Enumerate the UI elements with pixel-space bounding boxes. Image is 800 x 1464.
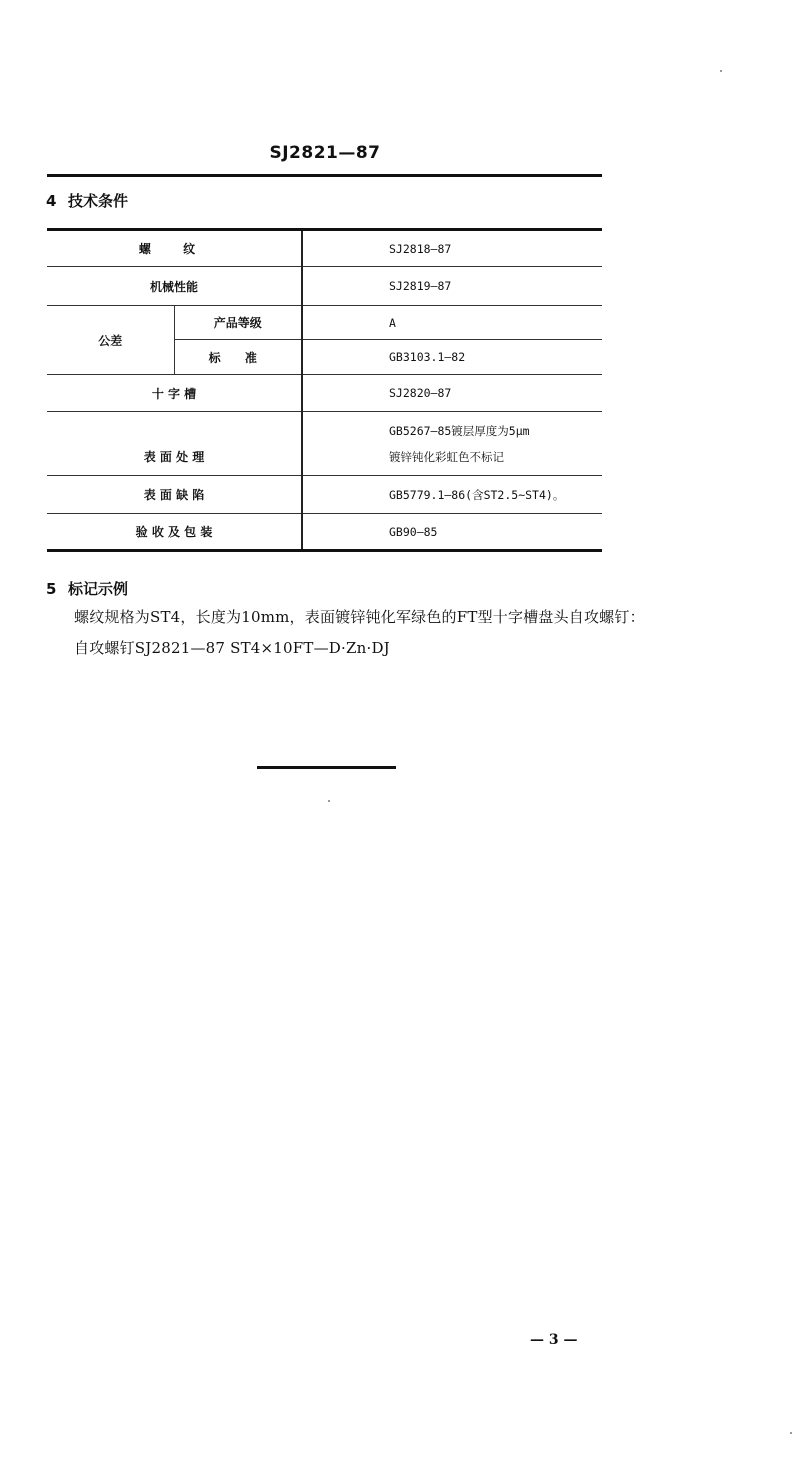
row-sub-product-grade: 产品等级 xyxy=(174,306,302,340)
row-value-surface-defects: GB5779.1—86(含ST2.5~ST4)。 xyxy=(302,476,602,514)
table-row xyxy=(47,412,602,476)
row-value-thread: SJ2818—87 xyxy=(302,230,602,267)
surface-treatment-line-2: 镀锌钝化彩虹色不标记 xyxy=(389,449,504,464)
row-value-standard: GB3103.1—82 xyxy=(302,340,602,375)
row-group-tolerance: 公差 xyxy=(47,306,174,375)
row-sub-standard: 标 准 xyxy=(174,340,302,375)
row-item-surface-defects: 表 面 缺 陷 xyxy=(47,476,302,514)
section-4-title: 技术条件 xyxy=(68,192,129,210)
table-row xyxy=(47,267,602,306)
surface-treatment-line-1: GB5267—85镀层厚度为5μm xyxy=(389,423,530,438)
scan-speck xyxy=(328,800,330,802)
row-item-thread: 螺 纹 xyxy=(47,230,302,267)
row-value-surface-treatment xyxy=(302,412,602,476)
section-4-heading xyxy=(46,190,128,211)
header-divider xyxy=(47,174,602,177)
row-value-mechanical: SJ2819—87 xyxy=(302,267,602,306)
section-5-number: 5 xyxy=(46,580,57,598)
technical-conditions-table xyxy=(47,228,602,552)
table-row xyxy=(47,375,602,412)
section-4-number: 4 xyxy=(46,192,57,210)
marking-example-code: 自攻螺钉SJ2821—87 ST4×10FT—D·Zn·DJ xyxy=(74,639,390,657)
table-row xyxy=(47,306,602,340)
section-5-heading xyxy=(46,578,128,599)
document-code-header: SJ2821—87 xyxy=(269,143,381,163)
row-value-cross-recess: SJ2820—87 xyxy=(302,375,602,412)
row-item-cross-recess: 十 字 槽 xyxy=(47,375,302,412)
row-value-product-grade: A xyxy=(302,306,602,340)
row-value-acceptance-packaging: GB90—85 xyxy=(389,524,438,539)
scan-speck xyxy=(790,1432,792,1434)
marking-example-description: 螺纹规格为ST4，长度为10mm，表面镀锌钝化军绿色的FT型十字槽盘头自攻螺钉： xyxy=(74,608,645,626)
row-item-acceptance-packaging: 验 收 及 包 装 xyxy=(47,514,302,551)
table-row xyxy=(47,514,602,551)
row-item-surface-treatment: 表 面 处 理 xyxy=(47,412,302,476)
page-number: — 3 — xyxy=(530,1332,578,1348)
section-5-title: 标记示例 xyxy=(68,580,129,598)
table-row xyxy=(47,230,602,267)
table-row xyxy=(47,476,602,514)
end-of-document-rule xyxy=(257,766,396,769)
scan-speck xyxy=(720,70,722,72)
row-item-mechanical: 机械性能 xyxy=(47,267,302,306)
